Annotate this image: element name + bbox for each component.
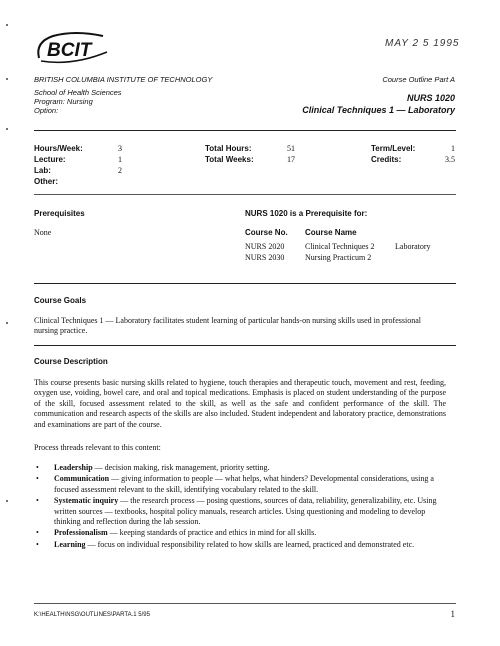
thread-item [34,540,446,550]
received-stamp: MAY 2 5 1995 [385,38,460,49]
institution-name: BRITISH COLUMBIA INSTITUTE OF TECHNOLOGY [34,75,213,84]
prereq-row-course-no: NURS 2030 [245,253,285,262]
bullet-icon: • [36,474,39,484]
bullet-icon: • [36,528,39,538]
divider [34,283,456,284]
program-name: Program: Nursing [34,97,93,106]
total-hours-label: Total Hours: [205,144,252,153]
prereq-for-title: NURS 1020 is a Prerequisite for: [245,209,368,218]
scan-mark [6,128,8,130]
prereq-row-course-extra: Laboratory [395,242,431,251]
thread-text: — focus on individual responsibility related to how skills are learned, practiced and demonstrated etc. [85,539,415,549]
total-hours-value: 51 [287,144,295,153]
footer-file-ref: K:\HEALTH\NSG\OUTLINES\PARTA.1 5/95 [34,612,150,618]
divider [34,130,456,131]
scan-mark [6,78,8,80]
thread-item [34,528,446,538]
prereq-row-course-name: Nursing Practicum 2 [305,253,372,262]
total-weeks-label: Total Weeks: [205,155,254,164]
footer-divider [34,603,456,604]
divider [34,194,456,195]
thread-text: — the research process — posing questions, sources of data, reliability, generalizability, etc. Using written sources — textbooks, hospital policy manuals, research articles. Using questioning and modeling to develop thinking and reflection during the lab session. [54,496,437,527]
col-course-no: Course No. [245,228,288,237]
option-label: Option: [34,106,59,115]
divider [34,345,456,346]
page-number: 1 [450,609,455,619]
thread-term: Learning [54,539,86,549]
prereq-row-course-no: NURS 2020 [245,242,285,251]
prereq-row-course-name: Clinical Techniques 2 [305,242,375,251]
school-name: School of Health Sciences [34,88,122,97]
course-goals-text: Clinical Techniques 1 — Laboratory facilitates student learning of particular hands-on nursing skills used in professional nursing practice. [34,316,421,336]
bcit-logo [33,28,113,68]
lecture-label: Lecture: [34,155,66,164]
scan-mark [6,322,8,324]
course-code: NURS 1020 [406,93,455,103]
doc-type: Course Outline Part A [382,75,455,84]
thread-text: — decision making, risk management, priority setting. [92,463,270,472]
lab-label: Lab: [34,166,51,175]
thread-term: Systematic inquiry [54,496,119,506]
credits-value: 3.5 [445,155,455,164]
bullet-icon: • [36,463,39,472]
col-course-name: Course Name [305,228,357,237]
thread-item [34,474,446,495]
thread-item [34,463,446,473]
course-description-title: Course Description [34,357,108,366]
lab-value: 2 [118,166,122,175]
thread-item [34,496,446,527]
thread-term: Leadership [54,463,93,472]
term-level-value: 1 [451,144,455,153]
course-description-text: This course presents basic nursing skills related to hygiene, touch therapies and therapeutic touch, movement and rest, feeding, oxygen use, voiding, bowel care, and oral and topical medications. Emphasis is placed on student understanding of the purpose of the skill, focused assessment related to the skill, as well as the safe and confident performance of the skill. The communication and research aspects of the skills are also included. Student independent and laboratory practice, demonstrations and examinations are part of the course. [34,378,446,429]
prereq-title: Prerequisites [34,209,85,218]
total-weeks-value: 17 [287,155,295,164]
logo-text: BCIT [47,40,92,61]
process-threads-list [34,463,446,551]
process-threads-intro: Process threads relevant to this content: [34,443,161,452]
course-title: Clinical Techniques 1 — Laboratory [302,105,455,115]
scan-mark [6,24,8,26]
term-level-label: Term/Level: [371,144,416,153]
hours-week-value: 3 [118,144,122,153]
bullet-icon: • [36,496,39,506]
thread-term: Professionalism [54,528,108,538]
thread-text: — giving information to people — what helps, what hinders? Developmental considerations, using a focused assessment relevant to the skill, identifying vocabulary related to the skill. [54,474,434,494]
other-label: Other: [34,177,58,186]
thread-text: — keeping standards of practice and ethics in mind for all skills. [107,528,317,538]
prereq-value: None [34,228,52,237]
bullet-icon: • [36,539,39,549]
scan-mark [6,500,8,502]
thread-term: Communication [54,474,110,484]
hours-week-label: Hours/Week: [34,144,83,153]
credits-label: Credits: [371,155,402,164]
lecture-value: 1 [118,155,122,164]
course-goals-title: Course Goals [34,296,87,305]
